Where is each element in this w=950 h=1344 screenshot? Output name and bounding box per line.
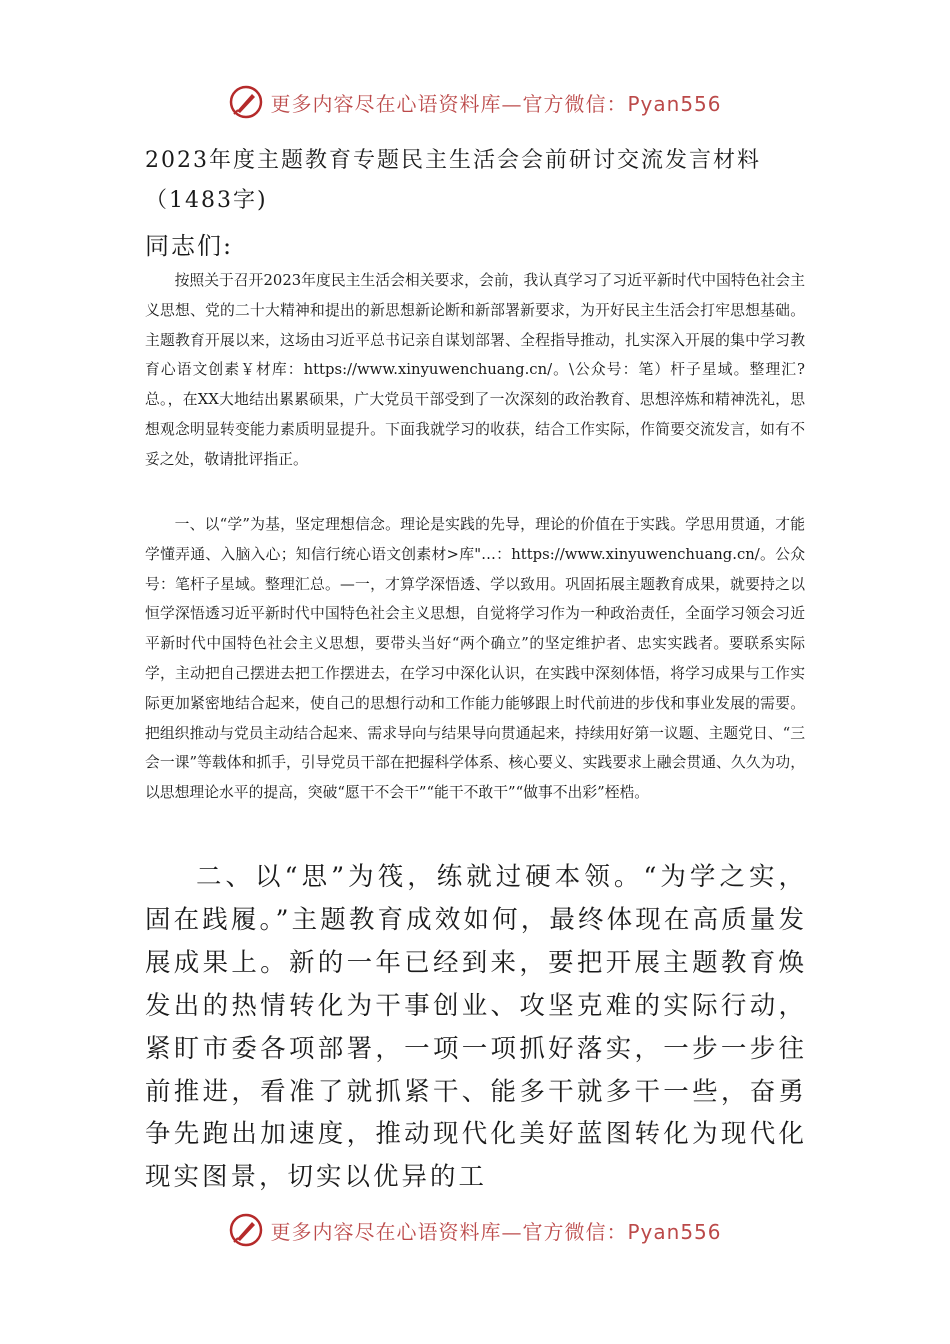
document-title: 2023年度主题教育专题民主生活会会前研讨交流发言材料 [145,148,761,173]
paragraph-section-one: 一、以“学”为基，坚定理想信念。理论是实践的先导，理论的价值在于实践。学思用贯通，才能学懂弄通、入脑入心；知信行统心语文创素材>库"…：https://www.xinyuwenchuang.cn/。公众号：笔杆子星域。整理汇总。—一，才算学深悟透、学以致用。巩固拓展主题教育成果，就要持之以恒学深悟透习近平新时代中国特色社会主义思想，自觉将学习作为一种政治责任，全面学习领会习近平新时代中国特色社会主义思想，要带头当好“两个确立”的坚定维护者、忠实实践者。要联系实际学，主动把自己摆进去把工作摆进去，在学习中深化认识，在实践中深刻体悟，将学习成果与工作实际更加紧密地结合起来，使自己的思想行动和工作能力能够跟上时代前进的步伐和事业发展的需要。把组织推动与党员主动结合起来、需求导向与结果导向贯通起来，持续用好第一议题、主题党日、“三会一课”等载体和抓手，引导党员干部在把握科学体系、核心要义、实践要求上融会贯通、久久为功，以思想理论水平的提高，突破“愿干不会干”“能干不敢干”“做事不出彩”桎梏。 [145,516,805,802]
salutation: 同志们: [145,232,234,260]
pen-logo-icon [228,84,264,120]
pen-logo-icon [228,1212,264,1248]
paragraph-intro: 按照关于召开2023年度民主生活会相关要求，会前，我认真学习了习近平新时代中国特色社会主义思想、党的二十大精神和提出的新思想新论断和新部署新要求，为开好民主生活会打牢思想基础。主题教育开展以来，这场由习近平总书记亲自谋划部署、全程指导推动，扎实深入开展的集中学习教育心语文创素￥材库：https://www.xinyuwenchuang.cn/。\公众号：笔）杆子星域。整理汇?总。，在XX大地结出累累硕果，广大党员干部受到了一次深刻的政治教育、思想淬炼和精神洗礼，思想观念明显转变能力素质明显提升。下面我就学习的收获，结合工作实际，作简要交流发言，如有不妥之处，敬请批评指正。 [145,272,805,468]
watermark-footer [0,1212,950,1248]
paragraph-section-two: 二、以“思”为筏，练就过硬本领。“为学之实，固在践履。”主题教育成效如何，最终体现在高质量发展成果上。新的一年已经到来，要把开展主题教育焕发出的热情转化为干事创业、攻坚克难的实际行动，紧盯市委各项部署，一项一项抓好落实，一步一步往前推进，看准了就抓紧干、能多干就多干一些，奋勇争先跑出加速度，推动现代化美好蓝图转化为现代化现实图景，切实以优异的工 [145,862,807,1193]
document-word-count: （1483字) [145,188,268,213]
watermark-text: 更多内容尽在心语资料库—官方微信：Pyan556 [270,91,722,116]
watermark-header [0,84,950,120]
watermark-text: 更多内容尽在心语资料库—官方微信：Pyan556 [270,1219,722,1244]
